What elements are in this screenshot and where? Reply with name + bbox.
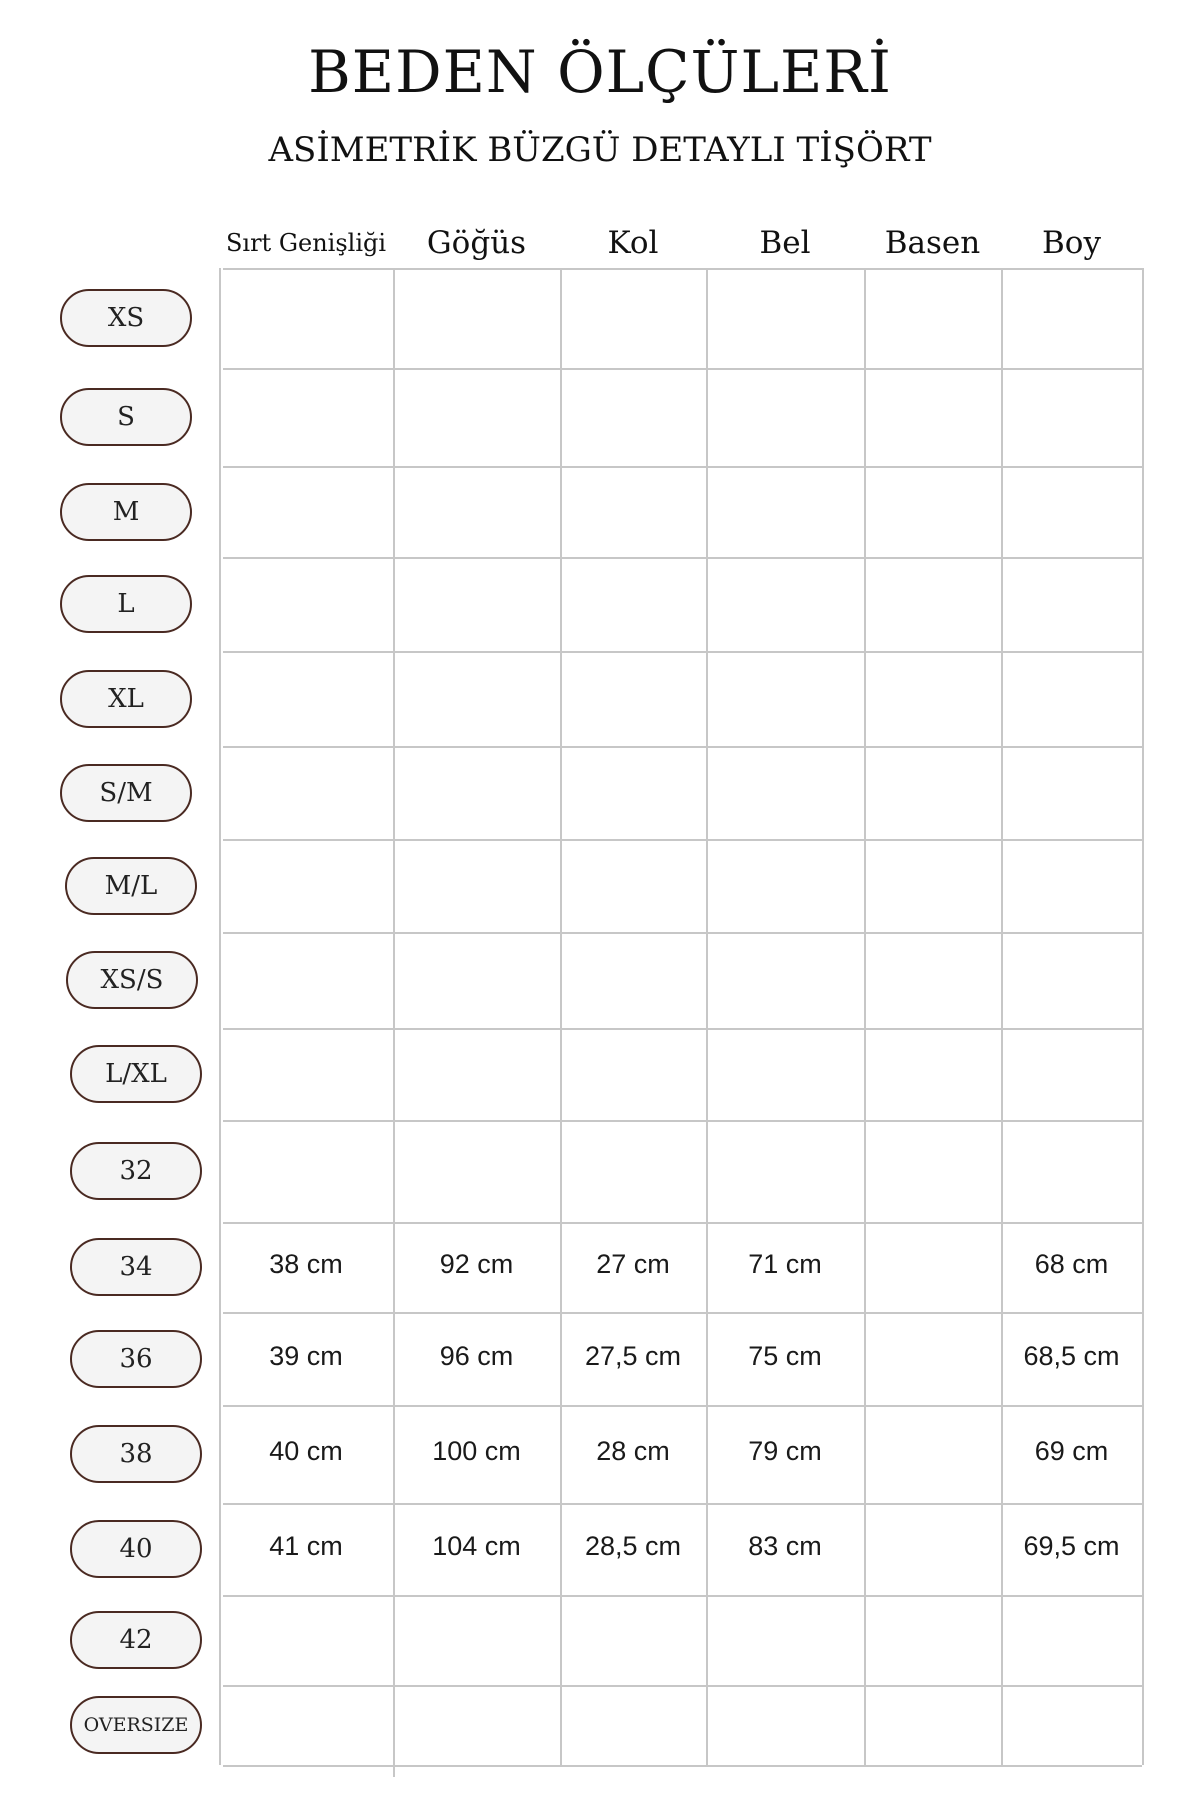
grid-horizontal-line: [223, 1595, 1142, 1597]
grid-horizontal-line: [223, 1503, 1142, 1505]
table-cell: 39 cm: [269, 1340, 343, 1371]
size-label: 36: [70, 1330, 202, 1388]
table-cell: 41 cm: [269, 1531, 343, 1561]
table-cell: 69,5 cm: [1023, 1531, 1120, 1561]
size-label: M/L: [65, 857, 197, 915]
size-label: 38: [70, 1425, 202, 1483]
table-cell: 27 cm: [596, 1249, 670, 1279]
size-label: XL: [60, 670, 192, 728]
grid-horizontal-line: [223, 746, 1142, 748]
grid-horizontal-line: [223, 1685, 1142, 1687]
size-label: S/M: [60, 764, 192, 822]
grid-horizontal-line: [223, 651, 1142, 653]
column-header: Bel: [759, 225, 811, 261]
table-cell: 100 cm: [432, 1436, 521, 1466]
table-cell: 68,5 cm: [1023, 1340, 1120, 1371]
table-cell: 96 cm: [439, 1340, 514, 1371]
table-cell: 83 cm: [748, 1531, 822, 1561]
column-header: Kol: [607, 225, 659, 261]
grid-horizontal-line: [223, 1405, 1142, 1407]
size-label: 34: [70, 1238, 202, 1296]
column-header: Boy: [1042, 225, 1101, 261]
grid-horizontal-line: [223, 466, 1142, 468]
grid-horizontal-line: [223, 368, 1142, 370]
size-label: XS: [60, 289, 192, 347]
grid-horizontal-line: [223, 932, 1142, 934]
size-label: L: [60, 575, 192, 633]
grid-horizontal-line: [223, 1312, 1142, 1314]
table-cell: 71 cm: [748, 1249, 822, 1279]
size-label: 42: [70, 1611, 202, 1669]
column-header: Sırt Genişliği: [225, 229, 387, 257]
size-label: OVERSIZE: [70, 1696, 202, 1754]
column-header: Göğüs: [426, 225, 527, 261]
size-label: M: [60, 483, 192, 541]
table-cell: 104 cm: [432, 1531, 521, 1561]
column-header: Basen: [884, 225, 981, 261]
grid-horizontal-line: [223, 839, 1142, 841]
grid-horizontal-line: [223, 1120, 1142, 1122]
size-label: L/XL: [70, 1045, 202, 1103]
table-cell: 28 cm: [596, 1436, 670, 1466]
size-label: 40: [70, 1520, 202, 1578]
grid-horizontal-line: [223, 557, 1142, 559]
grid-horizontal-line: [223, 1222, 1142, 1224]
grid-horizontal-line: [223, 1765, 1142, 1767]
grid-horizontal-line: [223, 268, 1142, 270]
table-cell: 38 cm: [269, 1249, 343, 1279]
table-cell: 79 cm: [748, 1436, 822, 1466]
page-subtitle: ASİMETRİK BÜZGÜ DETAYLI TİŞÖRT: [268, 130, 932, 170]
grid-horizontal-line: [223, 1028, 1142, 1030]
table-cell: 68 cm: [1034, 1249, 1109, 1279]
table-cell: 69 cm: [1034, 1436, 1109, 1466]
table-cell: 40 cm: [269, 1436, 343, 1466]
size-label: 32: [70, 1142, 202, 1200]
table-cell: 92 cm: [439, 1249, 514, 1279]
grid-vertical-line: [1142, 268, 1144, 1765]
page-title: BEDEN ÖLÇÜLERİ: [308, 38, 892, 106]
size-label: S: [60, 388, 192, 446]
table-cell: 28,5 cm: [584, 1531, 682, 1561]
size-label: XS/S: [66, 951, 198, 1009]
table-cell: 75 cm: [748, 1340, 822, 1371]
table-cell: 27,5 cm: [584, 1340, 682, 1371]
grid-vertical-line: [864, 268, 866, 1765]
